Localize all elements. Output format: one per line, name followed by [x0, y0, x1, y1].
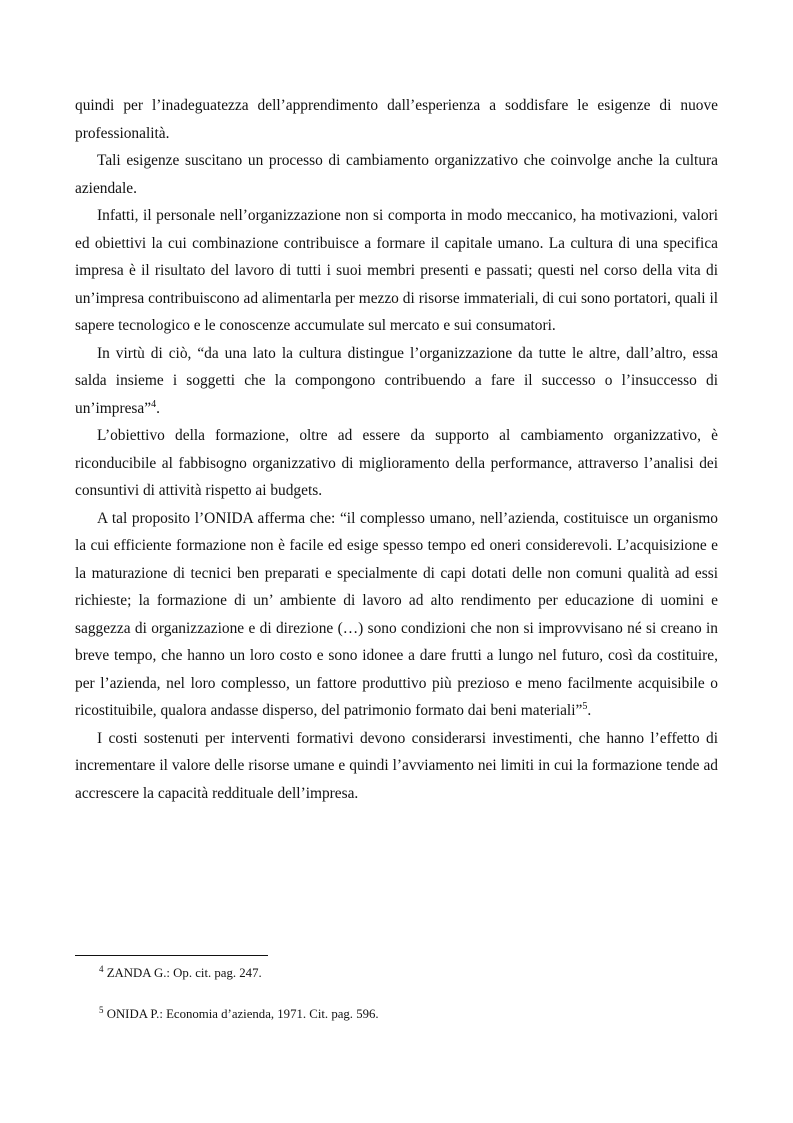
paragraph	[75, 422, 718, 505]
paragraph-text: Tali esigenze suscitano un processo di cambiamento organizzativo che coinvolge anche la cultura aziendale.	[75, 152, 718, 197]
paragraph: In virtù di ciò, “da una lato la cultura distingue l’organizzazione da tutte le altre, dall’altro, essa salda insieme i soggetti che la compongono contribuendo a fare il successo o l’insuccesso di un’impresa”$^4$.	[75, 344, 718, 417]
footnote-mark: 5	[99, 1005, 104, 1015]
footnote-divider	[75, 955, 268, 956]
footnote-ref-5[interactable]: 5	[582, 701, 588, 712]
paragraph-text: In virtù di ciò, “da una lato la cultura distingue l’organizzazione da tutte le altre, dall’altro, essa salda insieme i soggetti che la compongono contribuendo a fare il successo o l’insuccesso di un’impresa”	[75, 344, 718, 417]
footnote-mark: 4	[99, 964, 104, 974]
paragraph: A tal proposito l’ONIDA afferma che: “il complesso umano, nell’azienda, costituisce un organismo la cui efficiente formazione non è facile ed esige spesso tempo ed oneri considerevoli. L’acquisizione e la maturazione di tecnici ben preparati e specialmente di capi dotati delle non comuni qualità ad essi richieste; la formazione di un’ ambiente di lavoro ad alto rendimento per educazione di uomini e saggezza di organizzazione e di direzione (…) sono condizioni che non si improvvisano né si creano in breve tempo, che hanno un loro costo e sono idonee a dare frutti a lungo nel futuro, così da costituire, per l’azienda, nel loro complesso, un fattore produttivo più prezioso e meno facilmente acquisibile o ricostituibile, qualora andasse disperso, del patrimonio formato dai beni materiali”$^5$.	[75, 509, 718, 719]
paragraph	[75, 147, 718, 202]
footnote-ref-4[interactable]: 4	[151, 398, 157, 410]
footnote-4	[99, 965, 262, 981]
paragraph-text: Infatti, il personale nell’organizzazione non si comporta in modo meccanico, ha motivazioni, valori ed obiettivi la cui combinazione contribuisce a formare il capitale umano. La cultura di una specifica impresa è il risultato del lavoro di tutti i suoi membri presenti e passati; questi nel corso della vita di un’impresa contribuiscono ad alimentarla per mezzo di risorse immateriali, di cui sono portatori, quali il sapere tecnologico e le conoscenze accumulate sul mercato e sui consumatori.	[75, 207, 718, 334]
footnote-text: ZANDA G.: Op. cit. pag. 247.	[106, 966, 262, 980]
paragraph	[75, 725, 718, 808]
footnote-text: ONIDA P.: Economia d’azienda, 1971. Cit. pag. 596.	[106, 1007, 379, 1021]
body-text	[75, 92, 718, 807]
paragraph	[75, 202, 718, 340]
paragraph-text: A tal proposito l’ONIDA afferma che: “il complesso umano, nell’azienda, costituisce un organismo la cui efficiente formazione non è facile ed esige spesso tempo ed oneri considerevoli. L’acquisizione e la maturazione di tecnici ben preparati e specialmente di capi dotati delle non comuni qualità ad essi richieste; la formazione di un’ ambiente di lavoro ad alto rendimento per educazione di uomini e saggezza di organizzazione e di direzione (…) sono condizioni che non si improvvisano né si creano in breve tempo, che hanno un loro costo e sono idonee a dare frutti a lungo nel futuro, così da costituire, per l’azienda, nel loro complesso, un fattore produttivo più prezioso e meno facilmente acquisibile o ricostituibile, qualora andasse disperso, del patrimonio formato dai beni materiali”	[75, 509, 718, 719]
paragraph-continued	[75, 92, 718, 147]
paragraph-text: I costi sostenuti per interventi formativi devono considerarsi investimenti, che hanno l’effetto di incrementare il valore delle risorse umane e quindi l’avviamento nei limiti in cui la formazione tende ad accrescere la capacità reddituale dell’impresa.	[75, 729, 718, 802]
footnote-5	[99, 1006, 379, 1022]
paragraph-text: quindi per l’inadeguatezza dell’apprendimento dall’esperienza a soddisfare le esigenze di nuove professionalità.	[75, 97, 718, 142]
paragraph-text: L’obiettivo della formazione, oltre ad essere da supporto al cambiamento organizzativo, è riconducibile al fabbisogno organizzativo di miglioramento della performance, attraverso l’analisi dei consuntivi di attività rispetto ai budgets.	[75, 427, 718, 499]
